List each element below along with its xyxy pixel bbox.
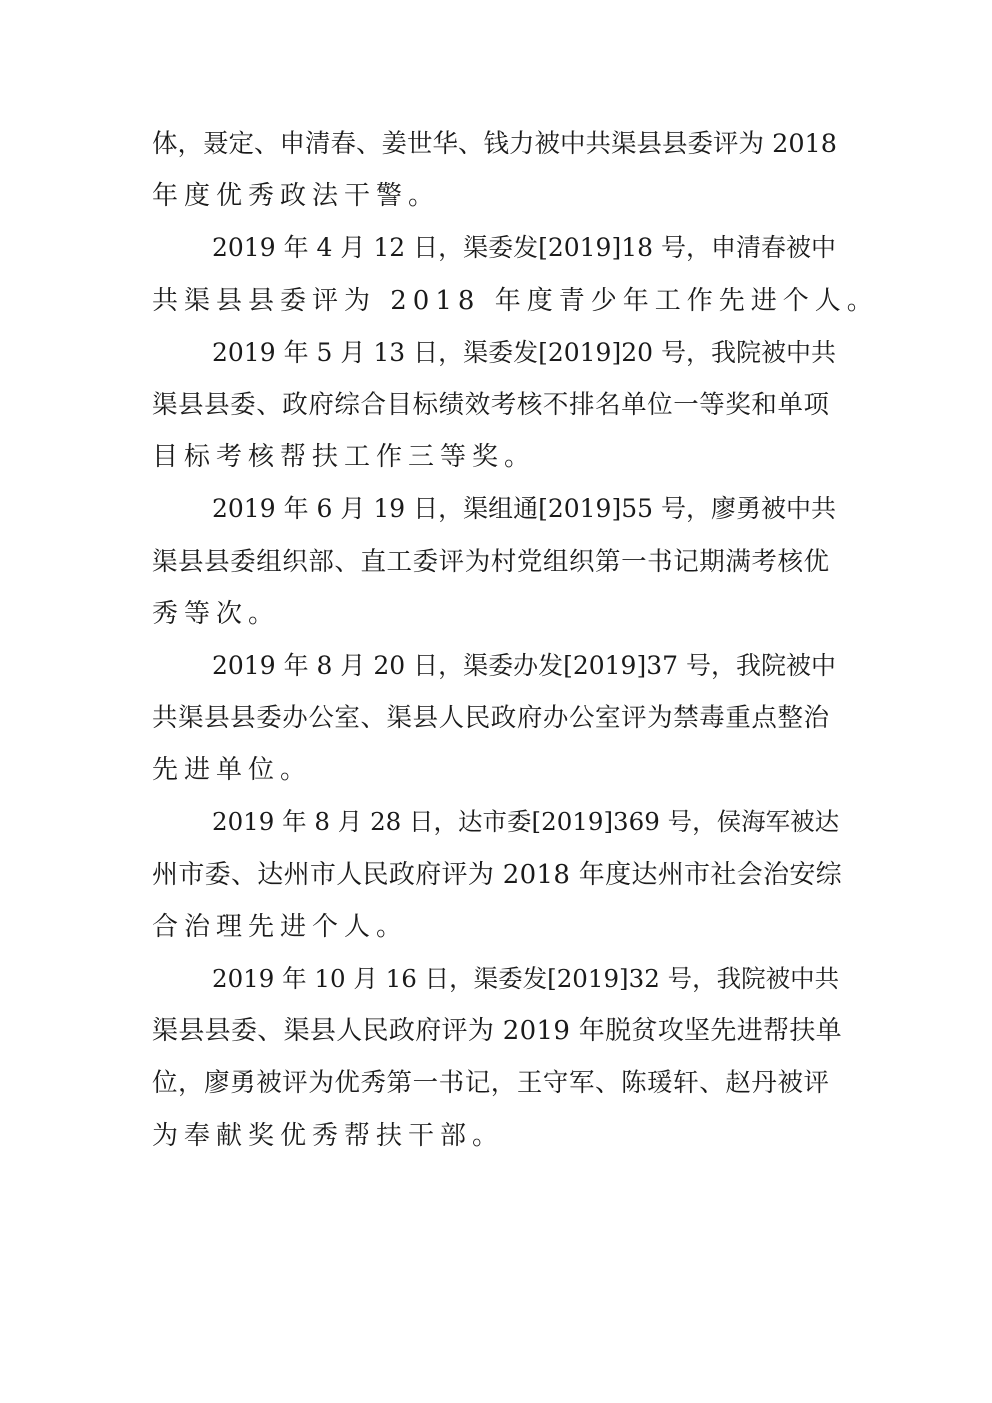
- text-line: [152, 536, 842, 588]
- text-line: [152, 953, 842, 1005]
- text-line: [152, 796, 842, 848]
- paragraph-line: 合治理先进个人。: [152, 911, 409, 942]
- paragraph-line: 2019 年 8 月 20 日，渠委办发[2019]37 号，我院被中: [212, 650, 836, 680]
- paragraph-line: 2019 年 4 月 12 日，渠委发[2019]18 号，申清春被中: [212, 233, 836, 263]
- text-line: [152, 1057, 842, 1109]
- text-line: [152, 1110, 842, 1162]
- document-body: [152, 118, 879, 1162]
- paragraph-line: 体，聂定、申清春、姜世华、钱力被中共渠县县委评为 2018: [152, 129, 838, 159]
- text-line: [152, 118, 842, 170]
- paragraph-line: 州市委、达州市人民政府评为 2018 年度达州市社会治安综: [152, 859, 842, 890]
- text-line: [152, 275, 879, 327]
- paragraph-line: 2019 年 8 月 28 日，达市委[2019]369 号，侯海军被达: [212, 807, 840, 837]
- text-line: [152, 692, 842, 744]
- text-line: [152, 588, 842, 640]
- text-line: [152, 483, 842, 535]
- text-line: [152, 849, 842, 901]
- paragraph-line: 2019 年 6 月 19 日，渠组通[2019]55 号，廖勇被中共: [212, 494, 836, 524]
- text-line: [152, 1005, 842, 1057]
- paragraph-line: 先进单位。: [152, 755, 313, 786]
- text-line: [152, 327, 842, 379]
- paragraph-line: 年度优秀政法干警。: [152, 181, 441, 212]
- paragraph-line: 渠县县委组织部、直工委评为村党组织第一书记期满考核优: [152, 546, 830, 577]
- text-line: [152, 170, 842, 222]
- paragraph-line: 2019 年 5 月 13 日，渠委发[2019]20 号，我院被中共: [212, 337, 836, 367]
- text-line: [152, 379, 842, 431]
- paragraph-line: 为奉献奖优秀帮扶干部。: [152, 1120, 505, 1151]
- text-line: [152, 640, 842, 692]
- text-line: [152, 744, 842, 796]
- text-line: [152, 222, 842, 274]
- paragraph-line: 共渠县县委办公室、渠县人民政府办公室评为禁毒重点整治: [152, 703, 830, 734]
- paragraph-line: 秀等次。: [152, 598, 281, 629]
- text-line: [152, 431, 842, 483]
- paragraph-line: 渠县县委、渠县人民政府评为 2019 年脱贫攻坚先进帮扶单: [152, 1016, 842, 1047]
- paragraph-line: 2019 年 10 月 16 日，渠委发[2019]32 号，我院被中共: [212, 964, 840, 993]
- paragraph-line: 位，廖勇被评为优秀第一书记，王守军、陈瑗轩、赵丹被评: [152, 1068, 830, 1099]
- text-line: [152, 901, 842, 953]
- paragraph-line: 目标考核帮扶工作三等奖。: [152, 442, 537, 473]
- paragraph-line: 共渠县县委评为 2018 年度青少年工作先进个人。: [152, 285, 879, 316]
- paragraph-line: 渠县县委、政府综合目标绩效考核不排名单位一等奖和单项: [152, 389, 830, 420]
